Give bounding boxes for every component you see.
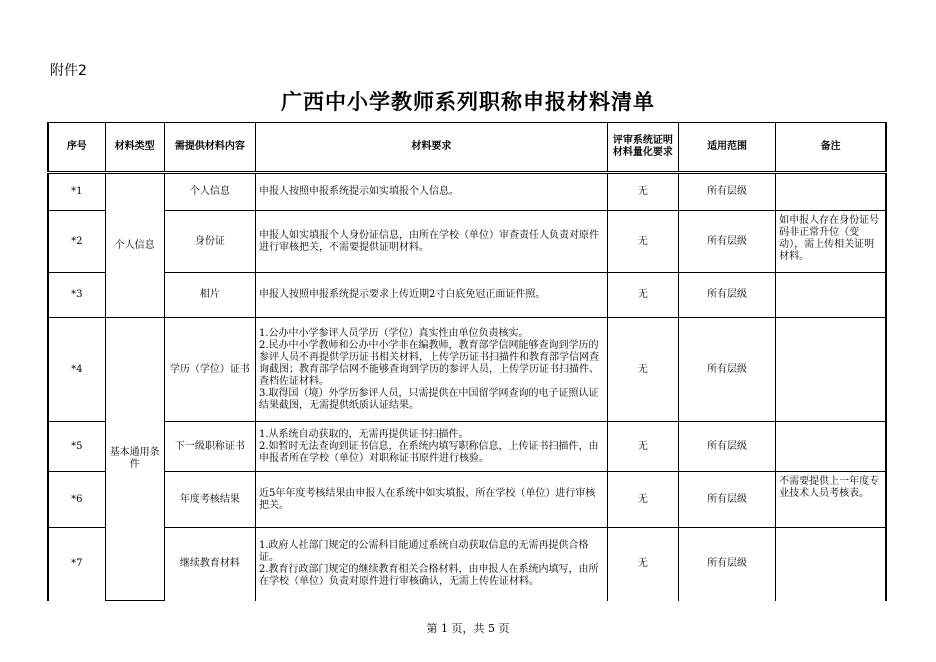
attachment-label: 附件2 [50, 63, 87, 79]
table-row [48, 211, 886, 273]
row-index: *2 [48, 211, 105, 273]
row-index: *6 [48, 472, 105, 528]
row-content: 个人信息 [164, 173, 255, 211]
row-scope: 所有层级 [678, 528, 775, 601]
row-scope: 所有层级 [678, 422, 775, 472]
row-content: 年度考核结果 [164, 472, 255, 528]
table-row [48, 528, 886, 601]
header-note: 备注 [776, 123, 886, 173]
materials-table [47, 122, 887, 601]
page-title: 广西中小学教师系列职称申报材料清单 [281, 90, 655, 114]
row-requirement: 申报人如实填报个人身份证信息，由所在学校（单位）审查责任人负责对原件进行审核把关，不需要提供证明材料。 [255, 211, 607, 273]
row-index: *5 [48, 422, 105, 472]
row-scope: 所有层级 [678, 173, 775, 211]
row-quantified: 无 [607, 528, 678, 601]
row-requirement: 申报人按照申报系统提示要求上传近期2寸白底免冠正面证件照。 [255, 273, 607, 318]
table-row [48, 472, 886, 528]
header-requirement: 材料要求 [255, 123, 607, 173]
table-row [48, 273, 886, 318]
row-requirement: 近5年年度考核结果由申报人在系统中如实填报，所在学校（单位）进行审核把关。 [255, 472, 607, 528]
table-row [48, 318, 886, 422]
row-scope: 所有层级 [678, 273, 775, 318]
row-requirement: 申报人按照申报系统提示如实填报个人信息。 [255, 173, 607, 211]
row-note [776, 173, 886, 211]
row-quantified: 无 [607, 173, 678, 211]
row-content: 继续教育材料 [164, 528, 255, 601]
row-quantified: 无 [607, 472, 678, 528]
page-footer: 第 1 页，共 5 页 [426, 622, 510, 635]
header-scope: 适用范围 [678, 123, 775, 173]
row-requirement: 1.从系统自动获取的，无需再提供证书扫描件。 2.如暂时无法查询到证书信息，在系统内填写职称信息，上传证书扫描件，由申报者所在学校（单位）对职称证书原件进行核验。 [255, 422, 607, 472]
category-cell: 基本通用条件 [105, 318, 164, 601]
table-header-row [48, 123, 886, 173]
row-quantified: 无 [607, 273, 678, 318]
row-note [776, 318, 886, 422]
table-row [48, 422, 886, 472]
row-note: 不需要提供上一年度专业技术人员考核表。 [776, 472, 886, 528]
row-scope: 所有层级 [678, 318, 775, 422]
header-quantified: 评审系统证明材料量化要求 [607, 123, 678, 173]
row-index: *7 [48, 528, 105, 601]
row-requirement: 1.政府人社部门规定的公需科目能通过系统自动获取信息的无需再提供合格证。 2.教育行政部门规定的继续教育相关合格材料，由申报人在系统内填写，由所在学校（单位）负责对原件进行审核确认，无需上传佐证材料。 [255, 528, 607, 601]
row-content: 下一级职称证书 [164, 422, 255, 472]
row-quantified: 无 [607, 318, 678, 422]
category-cell: 个人信息 [105, 173, 164, 318]
row-scope: 所有层级 [678, 472, 775, 528]
row-index: *4 [48, 318, 105, 422]
row-note [776, 273, 886, 318]
row-index: *3 [48, 273, 105, 318]
table-row [48, 173, 886, 211]
row-index: *1 [48, 173, 105, 211]
header-content: 需提供材料内容 [164, 123, 255, 173]
row-content: 相片 [164, 273, 255, 318]
row-requirement: 1.公办中小学参评人员学历（学位）真实性由单位负责核实。 2.民办中小学教师和公办中小学非在编教师，教育部学信网能够查询到学历的参评人员不再提供学历证书相关材料，上传学历证书扫描件和教育部学信网查询截图；教育部学信网不能够查询到学历的参评人员，上传学历证书扫描件、查档佐证材料。 3.取得国（境）外学历参评人员，只需提供在中国留学网查询的电子证照认证结果截图，无需提供纸质认证结果。 [255, 318, 607, 422]
row-scope: 所有层级 [678, 211, 775, 273]
header-index: 序号 [48, 123, 105, 173]
row-note [776, 422, 886, 472]
row-quantified: 无 [607, 422, 678, 472]
row-quantified: 无 [607, 211, 678, 273]
row-content: 学历（学位）证书 [164, 318, 255, 422]
row-note: 如申报人存在身份证号码非正常升位（变动），需上传相关证明材料。 [776, 211, 886, 273]
header-category: 材料类型 [105, 123, 164, 173]
row-content: 身份证 [164, 211, 255, 273]
row-note [776, 528, 886, 601]
